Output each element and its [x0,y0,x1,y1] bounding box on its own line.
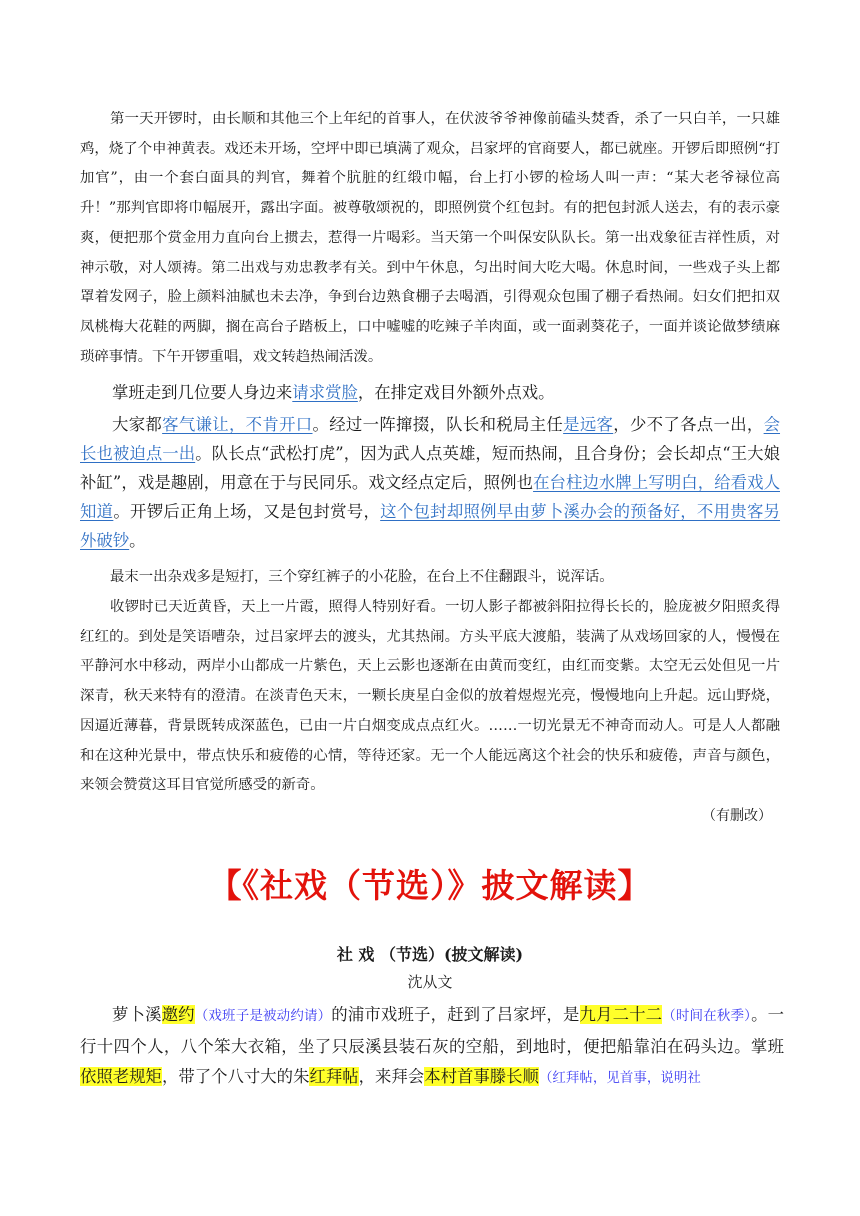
passage-paragraph-2 [80,378,780,407]
text-segment: 。队长点“武松打虎”，因为武人点英雄，短而热闹，且合身份；会长却点“王大娘补缸”，戏是趣剧，用意在于与民同乐。戏文经点定后，照例也 [80,444,781,492]
underlined-phrase: 会长也被迫点一出 [80,415,781,463]
text-segment: 掌班走到几位要人身边来 [112,383,293,402]
section-title: 【《社戏（节选）》披文解读】 [208,866,652,905]
article-subtitle: 社 戏 （节选）(披文解读) [336,945,524,964]
highlighted-phrase: 本村首事滕长顺 [424,1067,539,1086]
text-segment: ，在排定戏目外额外点戏。 [357,383,555,402]
text-segment: 。经过一阵撺掇，队长和税局主任 [312,415,564,434]
underlined-phrase: 是远客 [563,415,614,434]
underlined-phrase: 这个包封却照例早由萝卜溪办会的预备好，不用贵客另外破钞 [80,502,781,550]
annotation-note: （时间在秋季） [662,1008,752,1024]
text-segment: 。一行十四个人，八个笨大衣箱，坐了只辰溪县装石灰的空船，到地时，便把船靠泊在码头边。掌班 [80,1005,785,1056]
revision-note: （有删改） [702,808,772,824]
annotation-note: （戏班子是被动约请） [194,1008,332,1024]
passage-paragraph-1: 第一天开锣时，由长顺和其他三个上年纪的首事人，在伏波爷爷神像前磕头焚香，杀了一只白羊，一只雄鸡，烧了个申神黄表。戏还未开场，空坪中即已填满了观众，吕家坪的官商要人，都已就座。开锣后即照例“打加官”，由一个套白面具的判官，舞着个肮脏的红缎巾幅，台上打小锣的检场人叫一声：“某大老爷禄位高升！”那判官即将巾幅展开，露出字面。被尊敬颂祝的，即照例赏个红包封。有的把包封派人送去，有的表示豪爽，便把那个赏金用力直向台上掼去，惹得一片喝彩。当天第一个叫保安队队长。第一出戏象征吉祥性质，对神示敬，对人颂祷。第二出戏与劝忠教孝有关。到中午休息，匀出时间大吃大喝。休息时间，一些戏子头上都罩着发网子，脸上颜料油腻也未去净，争到台边熟食棚子去喝酒，引得观众包围了棚子看热闹。妇女们把扣双凤桃梅大花鞋的两脚，搁在高台子踏板上，口中嘘嘘的吃辣子羊肉面，或一面剥葵花子，一面并谈论做梦绩麻琐碎事情。下午开锣重唱，戏文转趋热闹活泼。 [80,111,780,365]
underlined-phrase: 客气谦让，不肯开口 [162,415,313,434]
underlined-phrase: 在台柱边水牌上写明白，给看戏人知道 [80,473,780,521]
passage-paragraph-5: 收锣时已天近黄昏，天上一片霞，照得人特别好看。一切人影子都被斜阳拉得长长的，脸庞被夕阳照炙得红红的。到处是笑语嘈杂，过吕家坪去的渡头，尤其热闹。方头平底大渡船，装满了从戏场回家的人，慢慢在平静河水中移动，两岸小山都成一片紫色，天上云影也逐渐在由黄而变红，由红而变紫。太空无云处但见一片深青，秋天来特有的澄清。在淡青色天末，一颗长庚星白金似的放着煜煜光亮，慢慢地向上升起。远山野烧，因逼近薄暮，背景既转成深蓝色，已由一片白烟变成点点红火。……一切光景无不神奇而动人。可是人人都融和在这种光景中，带点快乐和疲倦的心情，等待还家。无一个人能远离这个社会的快乐和疲倦，声音与颜色，来领会赞赏这耳目官觉所感受的新奇。 [80,599,780,794]
passage-paragraph-3 [80,410,780,555]
text-segment: 。 [129,531,146,550]
text-segment: ，来拜会 [358,1067,425,1086]
text-segment: 的浦市戏班子，赶到了吕家坪，是 [331,1005,580,1024]
annotated-paragraph [80,1000,784,1094]
author-name: 沈从文 [407,973,453,991]
highlighted-phrase: 红拜帖 [309,1067,359,1086]
highlighted-phrase: 依照老规矩 [80,1067,162,1086]
highlighted-phrase: 九月二十二 [579,1005,663,1024]
underlined-phrase: 请求赏脸 [292,383,358,402]
text-segment: ，带了个八寸大的朱 [161,1067,310,1086]
text-segment: 。开锣后正角上场，又是包封赏号， [113,502,381,521]
passage-paragraph-4: 最末一出杂戏多是短打，三个穿红裤子的小花脸，在台上不住翻跟斗，说浑话。 [110,569,614,585]
highlighted-phrase: 邀约 [161,1005,195,1024]
text-segment: 大家都 [112,415,163,434]
text-segment: ，少不了各点一出， [613,415,764,434]
text-segment: 萝卜溪 [112,1005,162,1024]
annotation-note: （红拜帖，见首事，说明社 [538,1070,701,1086]
